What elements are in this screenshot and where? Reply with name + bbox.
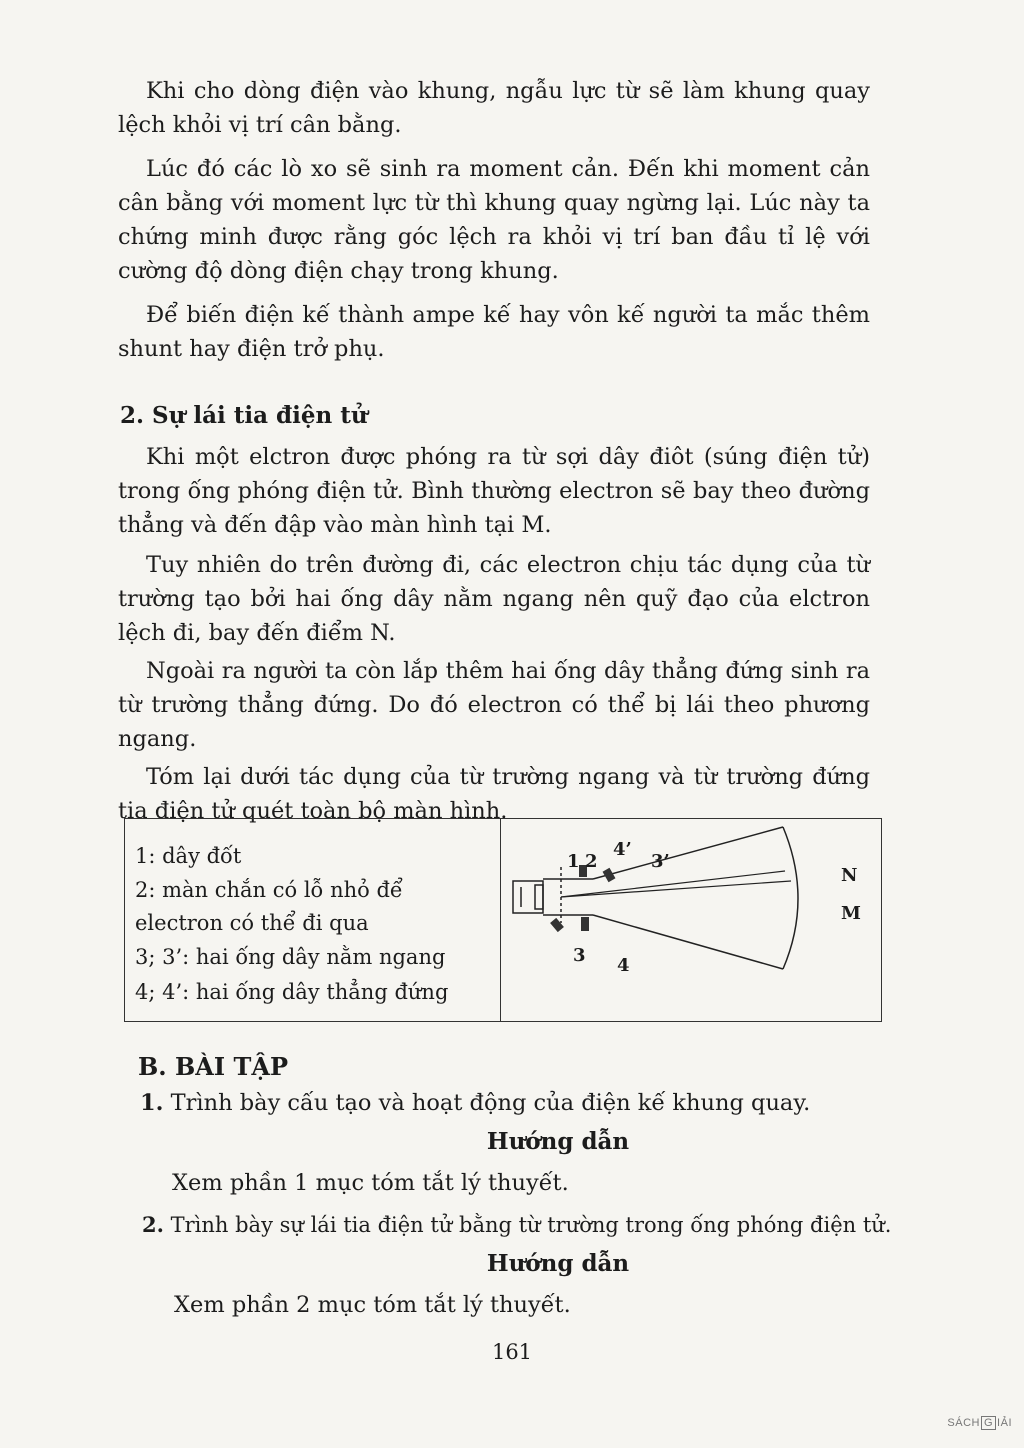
legend-item-4: 4; 4’: hai ống dây thẳng đứng (135, 980, 449, 1004)
label-1: 1 (567, 851, 580, 872)
answer-2: Xem phần 2 mục tóm tắt lý thuyết. (174, 1292, 571, 1318)
figure-legend (125, 819, 501, 1021)
legend-item-1: 1: dây đốt (135, 844, 242, 868)
legend-item-2: 2: màn chắn có lỗ nhỏ để electron có thể đi qua (135, 878, 403, 935)
label-3: 3 (573, 945, 586, 966)
answer-1: Xem phần 1 mục tóm tắt lý thuyết. (172, 1170, 569, 1196)
electron-gun (513, 881, 543, 913)
label-M: M (841, 903, 861, 924)
exercise-1-text: Trình bày cấu tạo và hoạt động của điện kế khung quay. (170, 1090, 811, 1116)
label-3-prime: 3’ (651, 851, 670, 872)
guide-heading-1: Hướng dẫn (486, 1128, 630, 1155)
paragraph-5: Tuy nhiên do trên đường đi, các electron chịu tác dụng của từ trường tạo bởi hai ống dây nằm ngang nên quỹ đạo của elctron lệch đi, bay đến điểm N. (118, 552, 870, 646)
crt-diagram-svg (501, 819, 881, 1023)
exercise-2 (142, 1212, 891, 1237)
label-2: 2 (585, 851, 598, 872)
coil-vertical-top (603, 868, 616, 882)
legend-item-3: 3; 3’: hai ống dây nằm ngang (135, 945, 446, 969)
exercise-1 (140, 1090, 810, 1116)
paragraph-2: Lúc đó các lò xo sẽ sinh ra moment cản. Đến khi moment cản cân bằng với moment lực từ thì khung quay ngừng lại. Lúc này ta chứng minh được rằng góc lệch ra khỏi vị trí ban đầu tỉ lệ với cường độ dòng điện chạy trong khung. (118, 156, 870, 284)
page-number: 161 (491, 1340, 533, 1364)
watermark-right: IẢI (997, 1417, 1012, 1429)
crt-figure (124, 818, 882, 1022)
exercise-2-number: 2. (142, 1212, 164, 1237)
watermark-logo (947, 1416, 1012, 1430)
crt-diagram (501, 819, 881, 1021)
coil-bottom (581, 917, 589, 931)
paragraph-7: Tóm lại dưới tác dụng của từ trường ngang và từ trường đứng tia điện tử quét toàn bộ màn hình. (118, 764, 870, 824)
paragraph-4: Khi một elctron được phóng ra từ sợi dây điôt (súng điện tử) trong ống phóng điện tử. Bình thường electron sẽ bay theo đường thẳng và đến đập vào màn hình tại M. (118, 444, 870, 538)
paragraph-3: Để biến điện kế thành ampe kế hay vôn kế người ta mắc thêm shunt hay điện trở phụ. (118, 302, 870, 362)
exercises-heading: B. BÀI TẬP (138, 1052, 289, 1081)
watermark-left: SÁCH (947, 1417, 980, 1429)
watermark-box: G (981, 1416, 996, 1430)
label-4: 4 (617, 955, 630, 976)
coil-vertical-bottom (550, 918, 564, 932)
label-N: N (841, 865, 858, 886)
guide-heading-2: Hướng dẫn (486, 1250, 630, 1277)
exercise-1-number: 1. (140, 1090, 164, 1116)
label-4-prime: 4’ (613, 839, 632, 860)
exercise-2-text: Trình bày sự lái tia điện tử bằng từ trường trong ống phóng điện tử. (170, 1213, 892, 1237)
paragraph-1: Khi cho dòng điện vào khung, ngẫu lực từ sẽ làm khung quay lệch khỏi vị trí cân bằng. (118, 78, 870, 138)
screen-arc (783, 827, 798, 969)
section-2-title: 2. Sự lái tia điện tử (120, 402, 368, 429)
paragraph-6: Ngoài ra người ta còn lắp thêm hai ống dây thẳng đứng sinh ra từ trường thẳng đứng. Do đó electron có thể bị lái theo phương ngang. (118, 658, 870, 752)
